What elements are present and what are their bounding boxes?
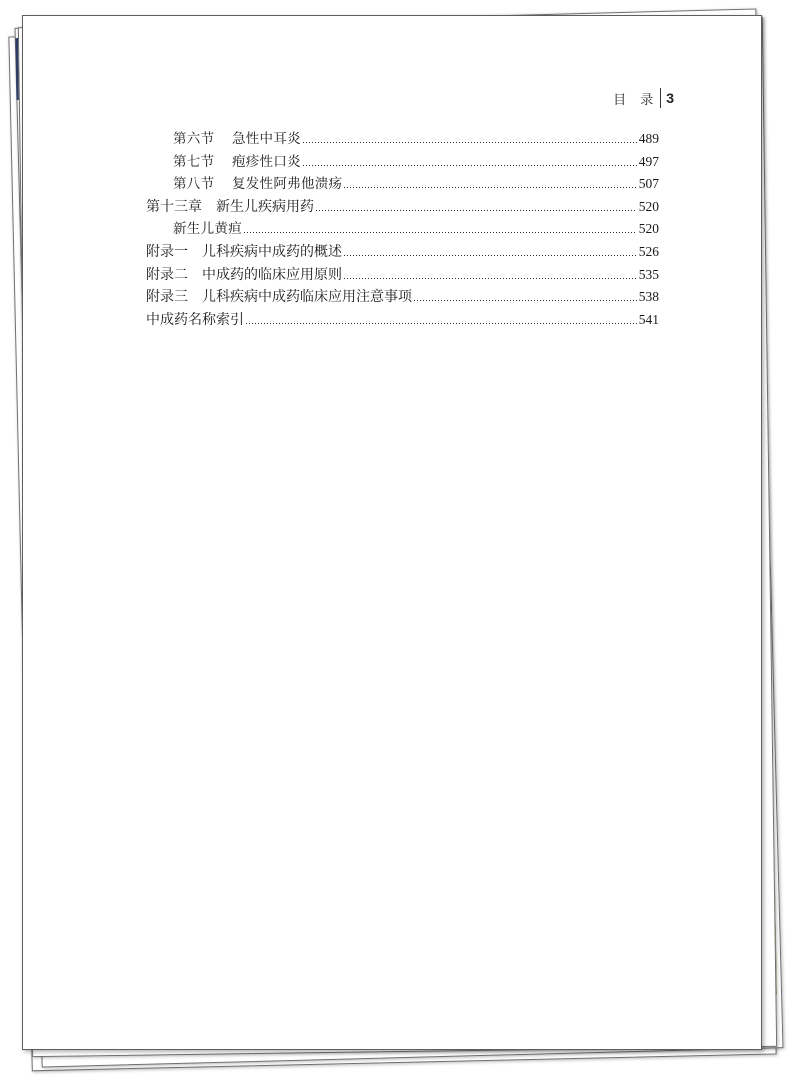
toc-entry-title: 急性中耳炎 <box>231 131 301 146</box>
toc-entry-page: 489 <box>638 131 659 146</box>
toc-entry-page: 520 <box>638 221 659 237</box>
toc-entry-page: 535 <box>638 266 659 282</box>
toc-entry-title: 复发性阿弗他溃疡 <box>231 176 343 192</box>
toc-entry <box>146 264 659 287</box>
document-page <box>22 15 762 1050</box>
header-divider <box>660 88 661 108</box>
toc-entry <box>146 309 659 332</box>
dot-leader <box>244 232 637 233</box>
toc-entry-number: 附录二 <box>146 267 188 283</box>
dot-leader <box>344 255 637 256</box>
dot-leader <box>303 142 637 143</box>
toc-entry-page: 538 <box>638 289 659 305</box>
header-title: 目 录 <box>613 92 659 108</box>
toc-entry-page: 541 <box>638 311 659 327</box>
toc-entry-title: 新生儿黄疸 <box>173 221 242 237</box>
toc-entry-title: 儿科疾病中成药的概述 <box>202 244 342 260</box>
toc-entry <box>146 173 659 196</box>
running-header <box>613 88 674 108</box>
toc-entry <box>146 286 659 309</box>
toc-entry <box>146 241 659 264</box>
dot-leader <box>344 278 637 279</box>
dot-leader <box>246 323 637 324</box>
dot-leader <box>344 187 636 188</box>
toc-entry <box>146 218 659 241</box>
toc-entry-number: 第十三章 <box>146 199 202 215</box>
dot-leader <box>316 210 637 211</box>
toc-entry-number: 第六节 <box>173 131 215 146</box>
toc-entry-page: 497 <box>638 153 659 169</box>
toc-entry-page: 526 <box>638 243 659 259</box>
toc-entry-title: 中成药名称索引 <box>146 312 244 328</box>
toc-entry-number: 附录三 <box>146 290 188 306</box>
table-of-contents <box>146 128 659 331</box>
toc-entry-number: 第七节 <box>173 153 215 169</box>
page-number: 3 <box>666 90 674 106</box>
toc-entry-title: 疱疹性口炎 <box>231 153 301 169</box>
toc-entry-number: 附录一 <box>146 244 188 260</box>
toc-entry-title: 新生儿疾病用药 <box>216 199 314 215</box>
toc-entry-number: 第八节 <box>173 176 215 192</box>
toc-entry-page: 507 <box>638 176 659 192</box>
toc-entry-title: 儿科疾病中成药临床应用注意事项 <box>202 290 412 306</box>
dot-leader <box>303 165 637 166</box>
dot-leader <box>414 300 637 301</box>
toc-entry <box>146 151 659 174</box>
toc-entry-page: 520 <box>638 198 659 214</box>
toc-entry-title: 中成药的临床应用原则 <box>202 267 342 283</box>
toc-entry <box>146 196 659 219</box>
toc-entry <box>146 128 659 151</box>
